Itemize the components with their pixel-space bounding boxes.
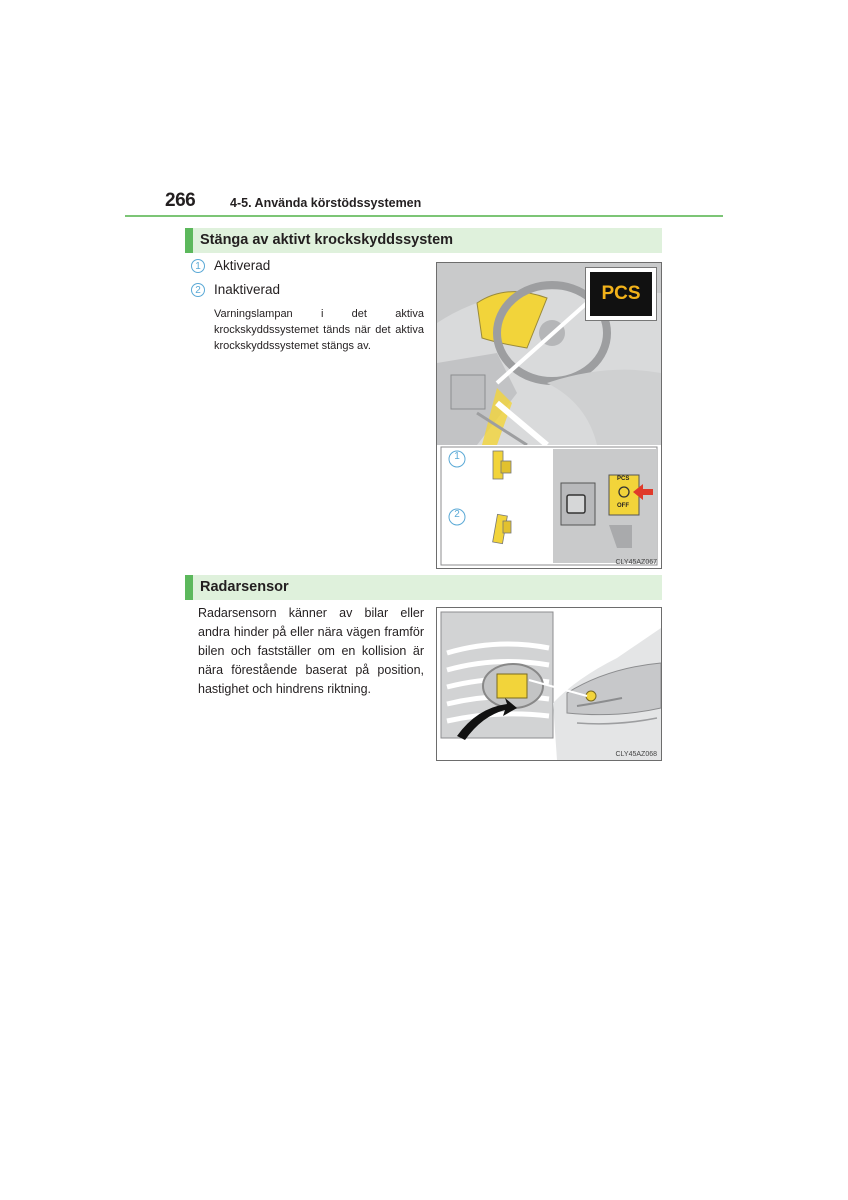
page-number: 266 [165,190,196,211]
list-item-label: Aktiverad [214,258,271,273]
pcs-indicator-callout [585,267,657,321]
list-item-activated [191,258,270,273]
chapter-title: 4-5. Använda körstödssystemen [230,196,422,210]
pcs-indicator-lamp: PCS [590,272,652,316]
number-1-marker: 1 [191,259,205,273]
figure-code: CLY45AZ067 [615,559,657,566]
list-item-label: Inaktiverad [214,282,281,297]
figure-code: CLY45AZ068 [615,751,657,758]
figure-marker-1: 1 [454,451,460,462]
radar-illustration [437,608,661,760]
header-rule [125,215,723,217]
switch-label-off: OFF [617,503,629,509]
number-2-marker: 2 [191,283,205,297]
radar-description: Radarsensorn känner av bilar eller andra hinder på eller nära vägen framför bilen och fastställer om en kollision är nära förestående baserat på position, hastighet och hindrens riktning. [198,606,424,696]
switch-label-pcs: PCS [617,476,630,482]
figure-marker-2: 2 [454,509,460,520]
section-title-radar: Radarsensor [185,575,662,600]
list-item-deactivated [191,282,280,297]
warning-note: Varningslampan i det aktiva krockskyddssystemet tänds när det aktiva krockskyddssystemet stängs av. [214,308,424,352]
section-title-pcs-off: Stänga av aktivt krockskyddssystem [185,228,662,253]
radar-sensor-figure [436,607,662,761]
pcs-switch-figure [436,262,662,569]
